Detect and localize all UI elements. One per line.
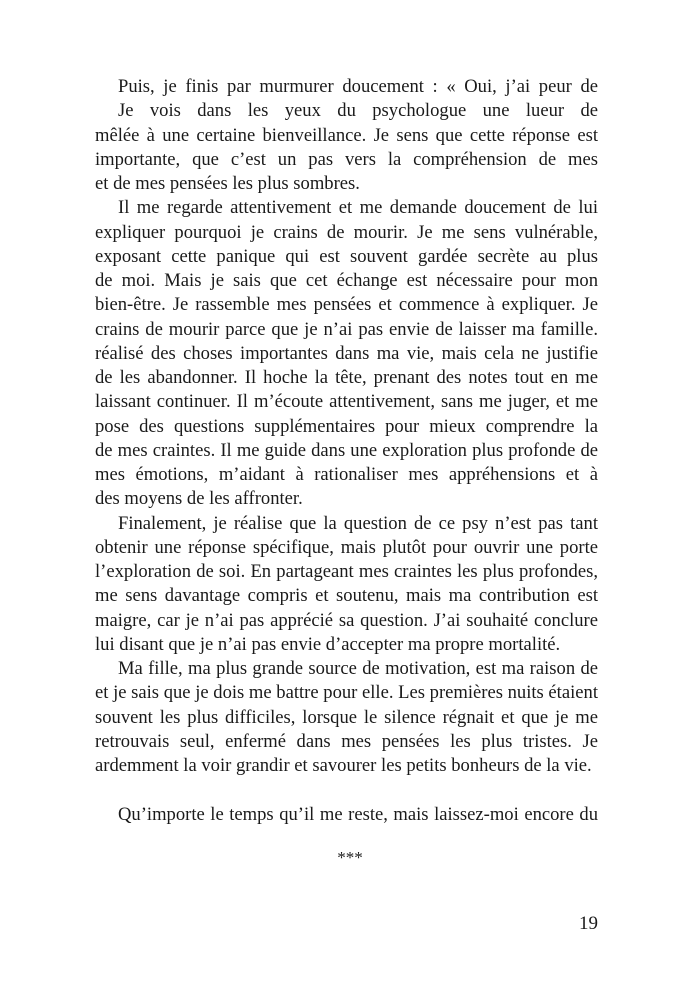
text-line: me sens davantage compris et soutenu, mais ma contribution est: [95, 585, 598, 607]
text-line: maigre, car je n’ai pas apprécié sa question. J’ai souhaité conclure: [95, 609, 598, 631]
closing-line: Qu’importe le temps qu’il me reste, mais laissez-moi encore du: [118, 803, 598, 825]
text-line: lui disant que je n’ai pas envie d’accepter ma propre mortalité.: [95, 633, 561, 655]
text-line: Ma fille, ma plus grande source de motivation, est ma raison de: [118, 658, 598, 679]
text-line: et de mes pensées les plus sombres.: [95, 173, 360, 194]
text-line: et je sais que je dois me battre pour elle. Les premières nuits étaient: [95, 682, 598, 704]
text-line: mêlée à une certaine bienveillance. Je sens que cette réponse est: [95, 124, 598, 146]
section-separator: ***: [337, 848, 363, 867]
paragraph: [95, 657, 598, 778]
text-line: Puis, je finis par murmurer doucement : « Oui, j’ai peur de: [118, 76, 598, 97]
text-line: mes émotions, m’aidant à rationaliser mes appréhensions et à: [95, 464, 598, 485]
text-line: exposant cette panique qui est souvent gardée secrète au plus: [95, 245, 598, 267]
text-line: obtenir une réponse spécifique, mais plutôt pour ouvrir une porte: [95, 536, 598, 558]
text-line: ardemment la voir grandir et savourer les petits bonheurs de la vie.: [95, 755, 592, 776]
paragraph: [95, 75, 598, 99]
text-line: retrouvais seul, enfermé dans mes pensées les plus tristes. Je: [95, 730, 598, 752]
paragraph: [95, 196, 598, 511]
text-line: bien-être. Je rassemble mes pensées et commence à expliquer. Je: [95, 294, 598, 316]
text-line: Je vois dans les yeux du psychologue une lueur de: [118, 100, 598, 122]
text-line: Finalement, je réalise que la question de ce psy n’est pas tant: [118, 512, 598, 534]
page-number: 19: [579, 913, 598, 934]
blank-line: [95, 778, 598, 802]
paragraph: [95, 99, 598, 196]
text-line: de les abandonner. Il hoche la tête, prenant des notes tout en me: [95, 367, 598, 388]
text-line: importante, que c’est un pas vers la compréhension de mes: [95, 148, 598, 170]
text-line: de moi. Mais je sais que cet échange est nécessaire pour mon: [95, 270, 598, 291]
text-line: expliquer pourquoi je crains de mourir. Je me sens vulnérable,: [95, 221, 598, 243]
text-line: crains de mourir parce que je n’ai pas envie de laisser ma famille.: [95, 318, 598, 340]
text-line: laissant continuer. Il m’écoute attentivement, sans me juger, et me: [95, 391, 598, 413]
text-line: souvent les plus difficiles, lorsque le silence régnait et que je me: [95, 706, 598, 728]
text-line: Il me regarde attentivement et me demande doucement de lui: [118, 197, 598, 219]
text-line: réalisé des choses importantes dans ma vie, mais cela ne justifie: [95, 342, 598, 364]
text-line: pose des questions supplémentaires pour mieux comprendre la: [95, 415, 598, 437]
text-line: de mes craintes. Il me guide dans une exploration plus profonde de: [95, 439, 598, 461]
body-text: [95, 75, 598, 827]
text-line: des moyens de les affronter.: [95, 488, 303, 510]
paragraph: [95, 512, 598, 658]
text-line: l’exploration de soi. En partageant mes craintes les plus profondes,: [95, 561, 598, 582]
